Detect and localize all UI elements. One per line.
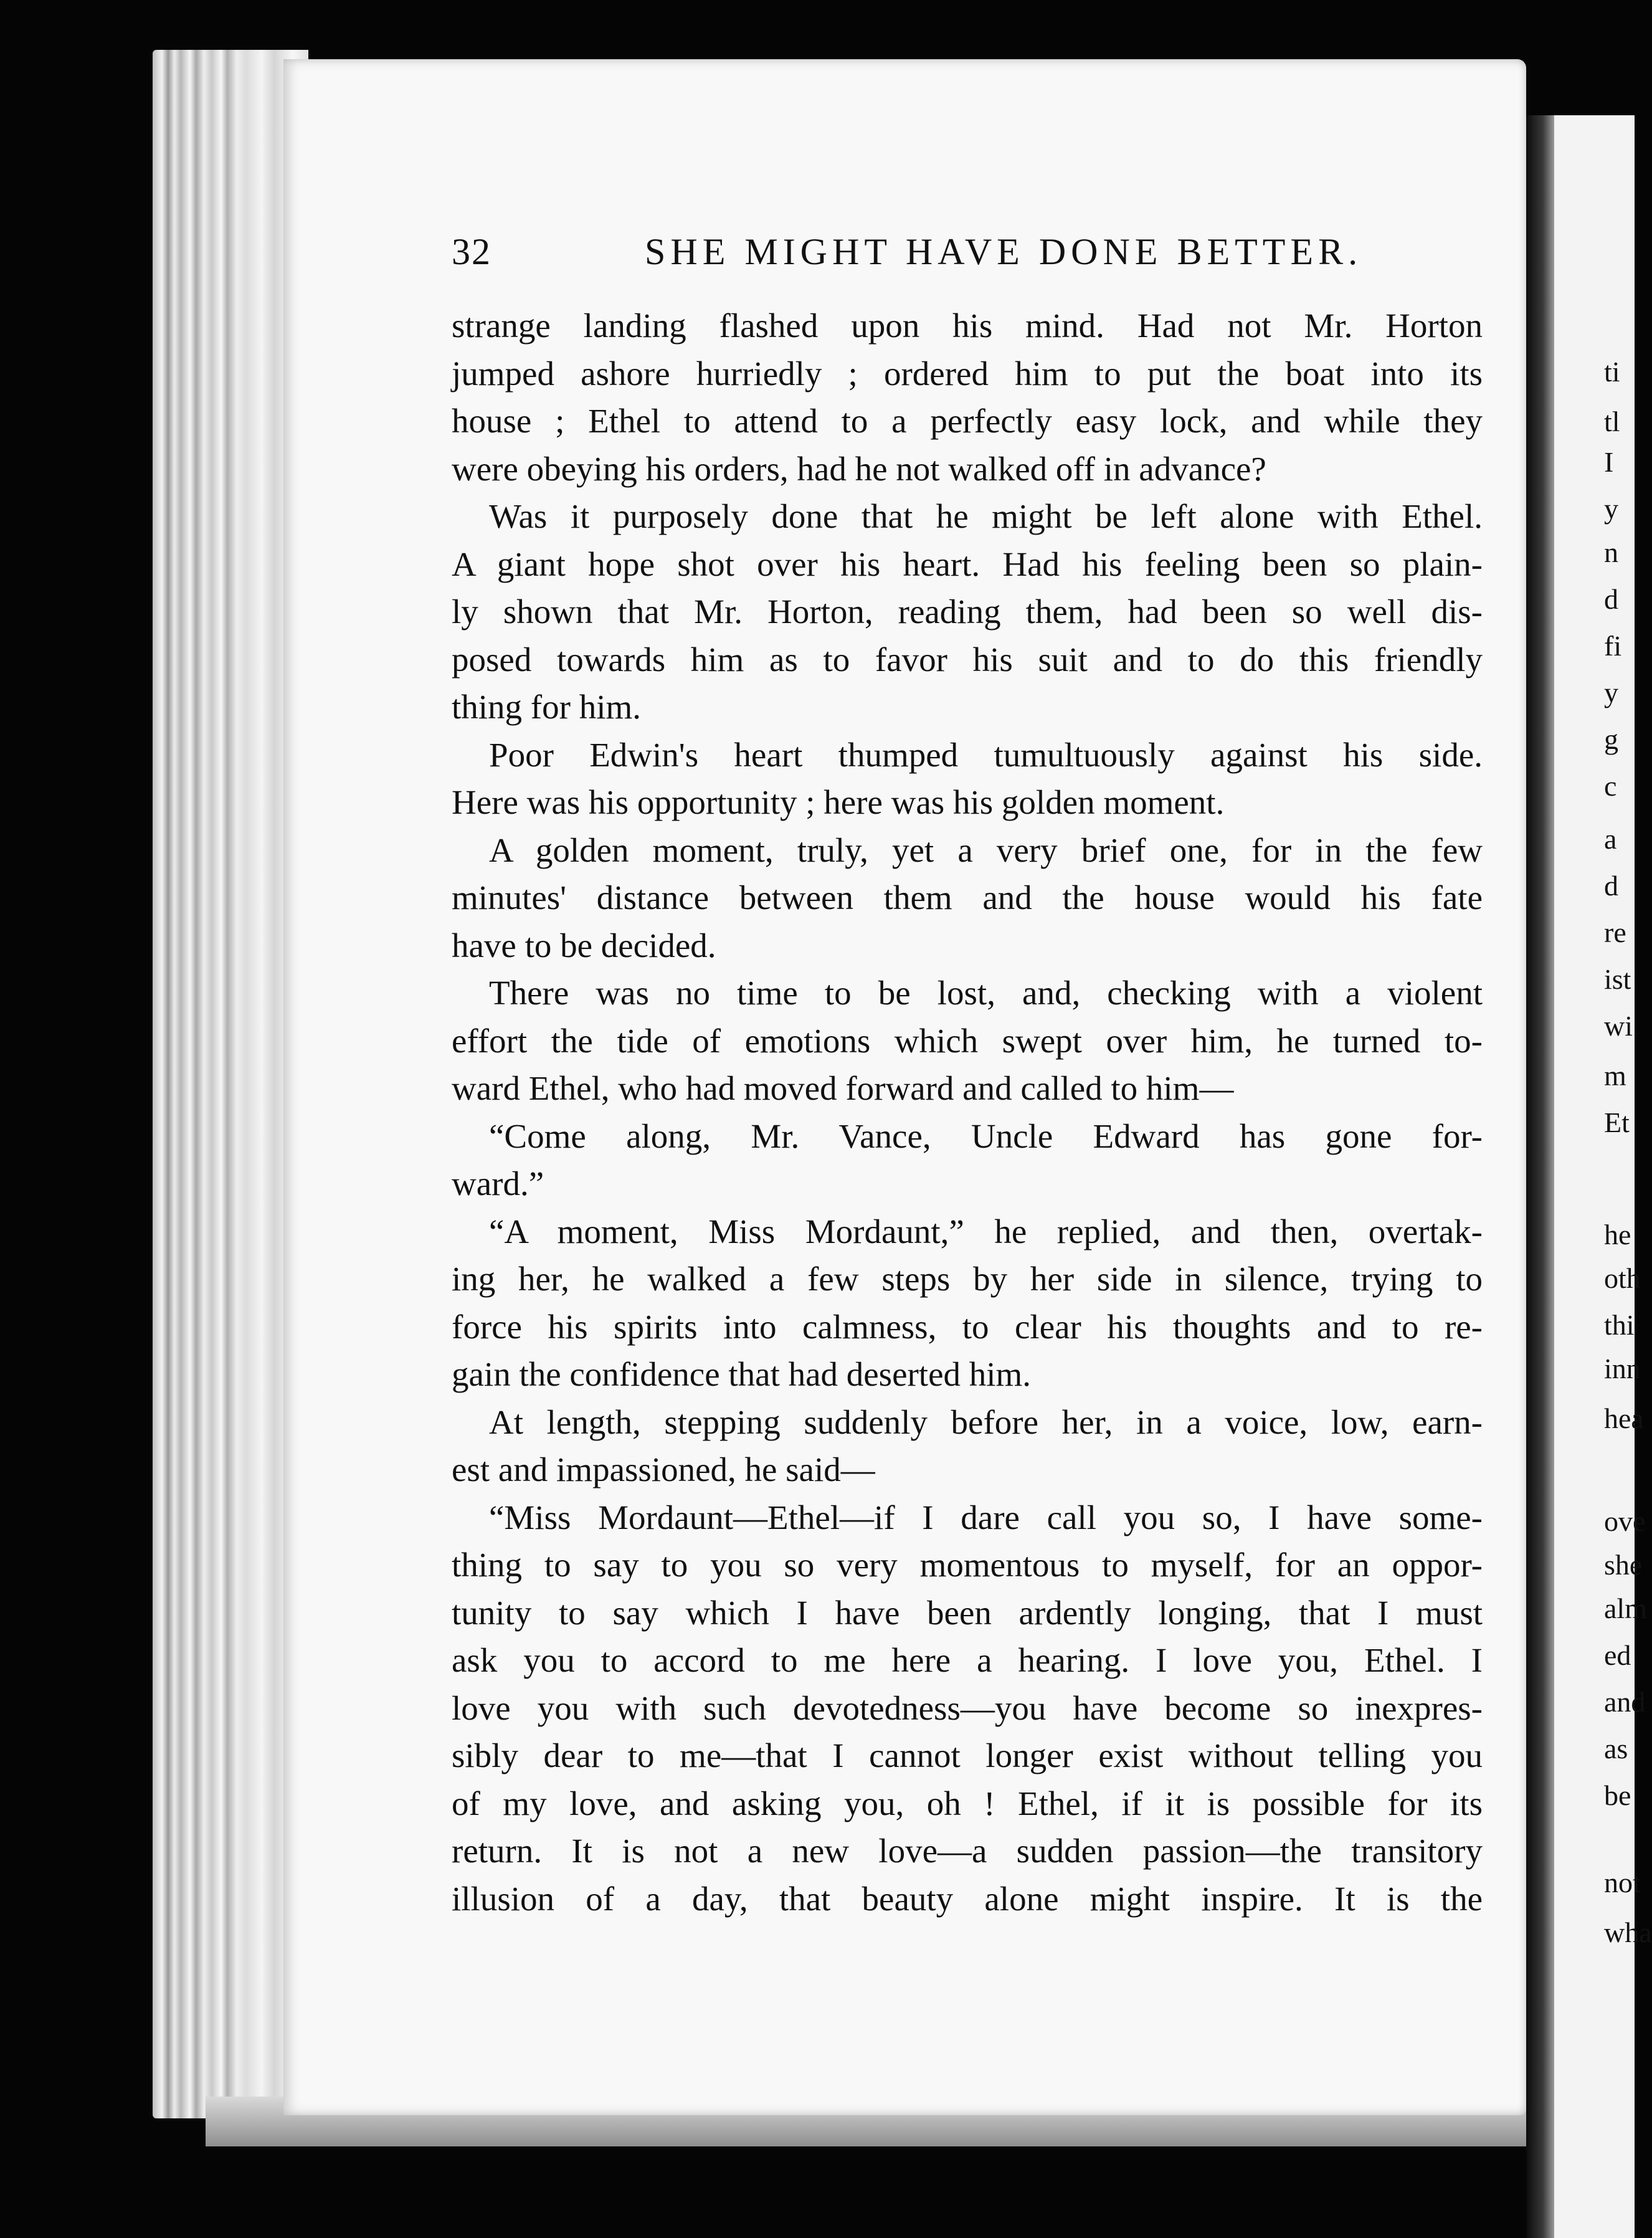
text-line: love you with such devotedness—you have become so inexpres- — [452, 1688, 1483, 1727]
text-line: ward Ethel, who had moved forward and called to him— — [452, 1069, 1234, 1107]
text-line: “Miss Mordaunt—Ethel—if I dare call you so, I have some- — [489, 1498, 1483, 1536]
text-line: strange landing flashed upon his mind. Had not Mr. Horton — [452, 307, 1483, 345]
text-line: Was it purposely done that he might be left alone with Ethel. — [489, 497, 1483, 535]
page-number: 32 — [452, 231, 491, 272]
facing-page-fragment: and — [1604, 1686, 1646, 1718]
text-line: A giant hope shot over his heart. Had his feeling been so plain- — [452, 545, 1483, 583]
text-line: ly shown that Mr. Horton, reading them, had been so well dis- — [452, 593, 1483, 631]
facing-page-fragment: I — [1604, 446, 1614, 478]
facing-page-fragment: hea — [1604, 1402, 1644, 1434]
text-line: illusion of a day, that beauty alone might inspire. It is the — [452, 1879, 1483, 1918]
text-line: Here was his opportunity ; here was his golden moment. — [452, 783, 1225, 821]
text-line: est and impassioned, he said— — [452, 1450, 875, 1488]
facing-page-fragment: g — [1604, 723, 1618, 755]
facing-page-fragment: d — [1604, 870, 1618, 902]
facing-page-fragment: ed — [1604, 1639, 1631, 1671]
text-line: ward.” — [452, 1164, 544, 1202]
page-header — [452, 231, 1386, 280]
facing-page-fragment: inn — [1604, 1353, 1641, 1384]
text-line: sibly dear to me—that I cannot longer exist without telling you — [452, 1736, 1483, 1774]
text-line: house ; Ethel to attend to a perfectly easy lock, and while they — [452, 402, 1483, 440]
facing-page-fragment: n — [1604, 536, 1618, 568]
text-line: Poor Edwin's heart thumped tumultuously against his side. — [489, 735, 1483, 774]
facing-page-fragment: ti — [1604, 356, 1620, 388]
text-line: gain the confidence that had deserted him. — [452, 1355, 1032, 1393]
facing-page-fragment: a — [1604, 823, 1617, 855]
text-line: jumped ashore hurriedly ; ordered him to put the boat into its — [452, 354, 1483, 393]
facing-page-fragment: c — [1604, 770, 1617, 802]
text-line: thing for him. — [452, 688, 642, 726]
facing-page-fragment: as — [1604, 1733, 1628, 1764]
facing-page-fragment: he — [1604, 1219, 1631, 1250]
text-line: “Come along, Mr. Vance, Uncle Edward has gone for- — [489, 1117, 1483, 1155]
text-line: return. It is not a new love—a sudden passion—the transitory — [452, 1832, 1483, 1870]
facing-page-fragment: she — [1604, 1549, 1643, 1581]
text-line: “A moment, Miss Mordaunt,” he replied, and then, overtak- — [489, 1212, 1483, 1250]
text-line: were obeying his orders, had he not walked off in advance? — [452, 449, 1266, 488]
body-text — [452, 302, 1483, 1923]
facing-page-fragment: fi — [1604, 630, 1622, 662]
facing-page-fragment: tl — [1604, 406, 1620, 437]
facing-page-fragment: alm — [1604, 1593, 1647, 1624]
book-gutter — [1526, 115, 1554, 2238]
text-line: of my love, and asking you, oh ! Ethel, if it is possible for its — [452, 1784, 1483, 1822]
facing-page-fragment: be — [1604, 1779, 1631, 1811]
facing-page-fragment: Et — [1604, 1107, 1630, 1138]
text-line: thing to say to you so very momentous to myself, for an oppor- — [452, 1546, 1483, 1584]
text-line: have to be decided. — [452, 926, 716, 964]
facing-page-fragment: y — [1604, 493, 1618, 525]
facing-page-fragment: not — [1604, 1867, 1641, 1898]
text-line: ing her, he walked a few steps by her side in silence, trying to — [452, 1260, 1483, 1298]
text-line: posed towards him as to favor his suit and to do this friendly — [452, 640, 1483, 679]
text-line: ask you to accord to me here a hearing. I love you, Ethel. I — [452, 1641, 1483, 1679]
running-title: SHE MIGHT HAVE DONE BETTER. — [645, 231, 1363, 272]
facing-page-fragment: ove — [1604, 1505, 1646, 1537]
facing-page-fragment: oth — [1604, 1262, 1641, 1294]
text-line: effort the tide of emotions which swept over him, he turned to- — [452, 1021, 1483, 1060]
text-line: There was no time to be lost, and, checking with a violent — [489, 974, 1483, 1012]
text-line: At length, stepping suddenly before her, in a voice, low, earn- — [489, 1402, 1483, 1441]
facing-page-fragment: y — [1604, 677, 1618, 708]
text-line: force his spirits into calmness, to clear his thoughts and to re- — [452, 1307, 1483, 1346]
facing-page-fragment: ist — [1604, 963, 1631, 995]
facing-page-fragment: m — [1604, 1060, 1626, 1092]
text-line: tunity to say which I have been ardently longing, that I must — [452, 1593, 1483, 1632]
text-line: A golden moment, truly, yet a very brief one, for in the few — [489, 831, 1483, 869]
facing-page-fragment: wi — [1604, 1010, 1633, 1042]
text-line: minutes' distance between them and the house would his fate — [452, 879, 1483, 917]
facing-page-fragment: re — [1604, 917, 1626, 948]
facing-page-fragment: thi — [1604, 1309, 1635, 1341]
facing-page-fragment: wha — [1604, 1917, 1652, 1948]
facing-page-fragment: d — [1604, 583, 1618, 615]
